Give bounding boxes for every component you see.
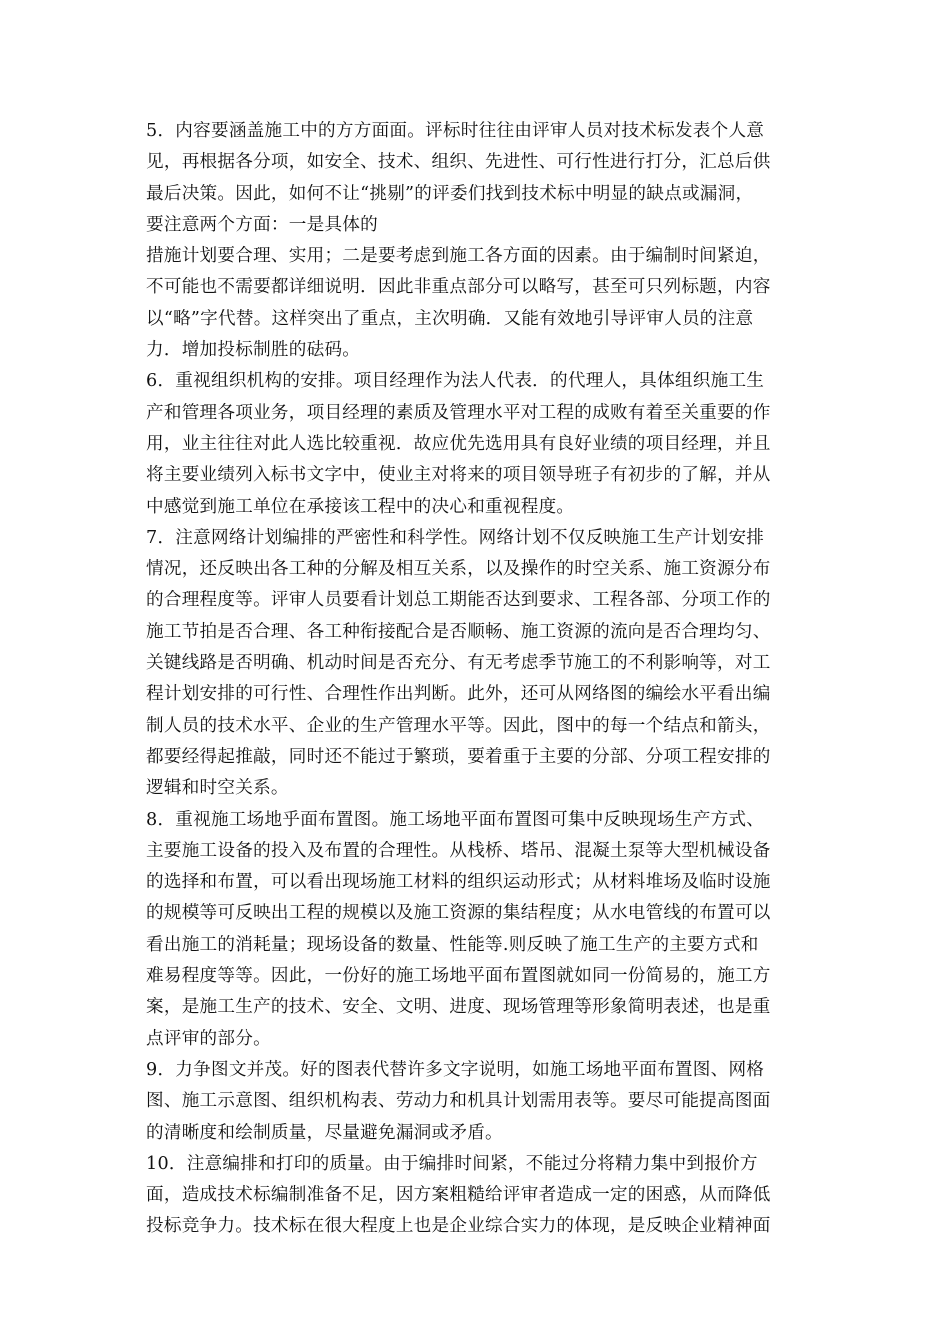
text-line: 面，造成技术标编制准备不足，因方案粗糙给评审者造成一定的困惑，从而降低: [146, 1185, 771, 1206]
text-line: 6．重视组织机构的安排。项目经理作为法人代表．的代理人，具体组织施工生: [146, 371, 765, 392]
text-line: 7．注意网络计划编排的严密性和科学性。网络计划不仅反映施工生产计划安排: [146, 527, 765, 548]
text-line: 最后决策。因此，如何不让“挑剔”的评委们找到技术标中明显的缺点或漏洞，: [146, 183, 754, 204]
text-line: 5．内容要涵盖施工中的方方面面。评标时往往由评审人员对技术标发表个人意: [146, 121, 765, 141]
text-line: 图、施工示意图、组织机构表、劳动力和机具计划需用表等。要尽可能提高图面: [146, 1091, 771, 1112]
text-line: 点评审的部分。: [146, 1028, 271, 1049]
text-line: 逻辑和时空关系。: [146, 778, 289, 799]
text-line: 10．注意编排和打印的质量。由于编排时间紧，不能过分将精力集中到报价方: [146, 1153, 758, 1174]
text-line: 主要施工设备的投入及布置的合理性。从栈桥、塔吊、混凝土泵等大型机械设备: [146, 840, 771, 861]
text-line: 的清晰度和绘制质量，尽量避免漏洞或矛盾。: [146, 1122, 503, 1143]
text-line: 程计划安排的可行性、合理性作出判断。此外，还可从网络图的编绘水平看出编: [146, 684, 771, 705]
text-line: 案，是施工生产的技术、安全、文明、进度、现场管理等形象简明表述，也是重: [146, 997, 771, 1018]
text-line: 产和管理各项业务，项目经理的素质及管理水平对工程的成败有着至关重要的作: [146, 402, 771, 423]
text-line: 9．力争图文并茂。好的图表代替许多文字说明，如施工场地平面布置图、网格: [146, 1059, 765, 1080]
text-line: 不可能也不需要都详细说明．因此非重点部分可以略写，甚至可只列标题，内容: [146, 277, 771, 298]
text-line: 施工节拍是否合理、各工种衔接配合是否顺畅、施工资源的流向是否合理均匀、: [146, 621, 771, 642]
text-line: 的规模等可反映出工程的规模以及施工资源的集结程度；从水电管线的布置可以: [146, 903, 771, 924]
text-line: 8．重视施工场地乎面布置图。施工场地平面布置图可集中反映现场生产方式、: [146, 809, 765, 830]
text-line: 以“略”字代替。这样突出了重点，主次明确．又能有效地引导评审人员的注意: [146, 308, 754, 329]
document-page: [146, 116, 810, 1243]
text-line: 都要经得起推敲，同时还不能过于繁琐，要着重于主要的分部、分项工程安排的: [146, 746, 771, 767]
text-line: 难易程度等等。因此，一份好的施工场地平面布置图就如同一份简易的，施工方: [146, 966, 771, 987]
text-line: 力．增加投标制胜的砝码。: [146, 340, 361, 361]
text-line: 的选择和布置，可以看出现场施工材料的组织运动形式；从材料堆场及临时设施: [146, 872, 771, 893]
text-line: 的合理程度等。评审人员要看计划总工期能否达到要求、工程各部、分项工作的: [146, 590, 771, 611]
text-line: 见，再根据各分项，如安全、技术、组织、先进性、可行性进行打分，汇总后供: [146, 152, 771, 173]
text-line: 情况，还反映出各工种的分解及相互关系，以及操作的时空关系、施工资源分布: [146, 559, 771, 580]
text-line: 中感觉到施工单位在承接该工程中的决心和重视程度。: [146, 496, 575, 517]
text-line: 关键线路是否明确、机动时间是否充分、有无考虑季节施工的不利影响等，对工: [146, 653, 771, 674]
text-line: 看出施工的消耗量；现场设备的数量、性能等.则反映了施工生产的主要方式和: [146, 934, 759, 955]
text-line: 用，业主往往对此人选比较重视．故应优先选用具有良好业绩的项目经理，并且: [146, 433, 771, 454]
text-line: 将主要业绩列入标书文字中，使业主对将来的项目领导班子有初步的了解，并从: [146, 465, 771, 486]
text-line: 要注意两个方面：一是具体的: [146, 214, 378, 235]
text-line: 投标竞争力。技术标在很大程度上也是企业综合实力的体现，是反映企业精神面: [146, 1216, 771, 1237]
text-line: 措施计划要合理、实用；二是要考虑到施工各方面的因素。由于编制时间紧迫，: [146, 246, 771, 267]
text-line: 制人员的技术水平、企业的生产管理水平等。因此，图中的每一个结点和箭头，: [146, 715, 771, 736]
